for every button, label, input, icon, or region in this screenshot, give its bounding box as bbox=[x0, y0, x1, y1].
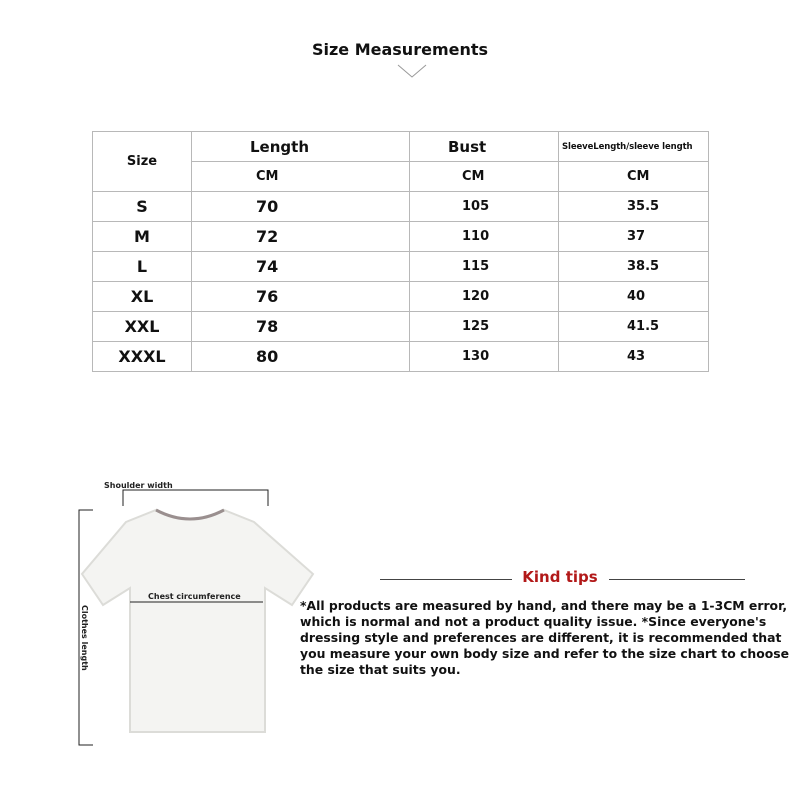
length-header: Length bbox=[192, 132, 410, 162]
sleeve-cell: 40 bbox=[559, 282, 709, 312]
tshirt-illustration bbox=[60, 470, 320, 760]
sleeve-cell: 41.5 bbox=[559, 312, 709, 342]
tips-text: *All products are measured by hand, and there may be a 1-3CM error, which is normal and not a product quality issue. *Since everyone's dressing style and preferences are different, it is recommended that you measure your own body size and refer to the size chart to choose the size that suits you. bbox=[300, 598, 790, 677]
table-row bbox=[93, 222, 709, 252]
sleeve-cell: 35.5 bbox=[559, 192, 709, 222]
bust-cell: 120 bbox=[410, 282, 559, 312]
sleeve-cell: 38.5 bbox=[559, 252, 709, 282]
length-cell: 70 bbox=[192, 192, 410, 222]
length-cell: 78 bbox=[192, 312, 410, 342]
table-row bbox=[93, 192, 709, 222]
length-cell: 74 bbox=[192, 252, 410, 282]
size-table bbox=[92, 131, 709, 372]
bust-cell: 130 bbox=[410, 342, 559, 372]
shoulder-width-label: Shoulder width bbox=[104, 481, 173, 490]
size-header: Size bbox=[93, 132, 192, 192]
chest-circumference-label: Chest circumference bbox=[148, 592, 241, 601]
divider bbox=[609, 579, 745, 580]
bust-header: Bust bbox=[410, 132, 559, 162]
table-row bbox=[93, 282, 709, 312]
table-header-row bbox=[93, 132, 709, 162]
clothes-length-label: Clothes length bbox=[80, 605, 89, 671]
size-cell: XXXL bbox=[93, 342, 192, 372]
table-row bbox=[93, 342, 709, 372]
tips-title: Kind tips bbox=[522, 568, 598, 586]
sleeve-cell: 37 bbox=[559, 222, 709, 252]
page-title: Size Measurements bbox=[311, 40, 489, 59]
bust-cell: 125 bbox=[410, 312, 559, 342]
bust-unit: CM bbox=[410, 162, 559, 192]
divider bbox=[380, 579, 512, 580]
size-cell: M bbox=[93, 222, 192, 252]
size-cell: S bbox=[93, 192, 192, 222]
length-cell: 80 bbox=[192, 342, 410, 372]
table-row bbox=[93, 252, 709, 282]
bust-cell: 115 bbox=[410, 252, 559, 282]
length-cell: 72 bbox=[192, 222, 410, 252]
length-cell: 76 bbox=[192, 282, 410, 312]
sleeve-header: SleeveLength/sleeve length bbox=[559, 132, 709, 162]
length-unit: CM bbox=[192, 162, 410, 192]
table-row bbox=[93, 312, 709, 342]
bust-cell: 105 bbox=[410, 192, 559, 222]
tshirt-diagram bbox=[60, 470, 320, 760]
caret-down-icon bbox=[397, 63, 427, 79]
sleeve-cell: 43 bbox=[559, 342, 709, 372]
size-cell: XXL bbox=[93, 312, 192, 342]
bust-cell: 110 bbox=[410, 222, 559, 252]
size-cell: XL bbox=[93, 282, 192, 312]
sleeve-unit: CM bbox=[559, 162, 709, 192]
size-cell: L bbox=[93, 252, 192, 282]
